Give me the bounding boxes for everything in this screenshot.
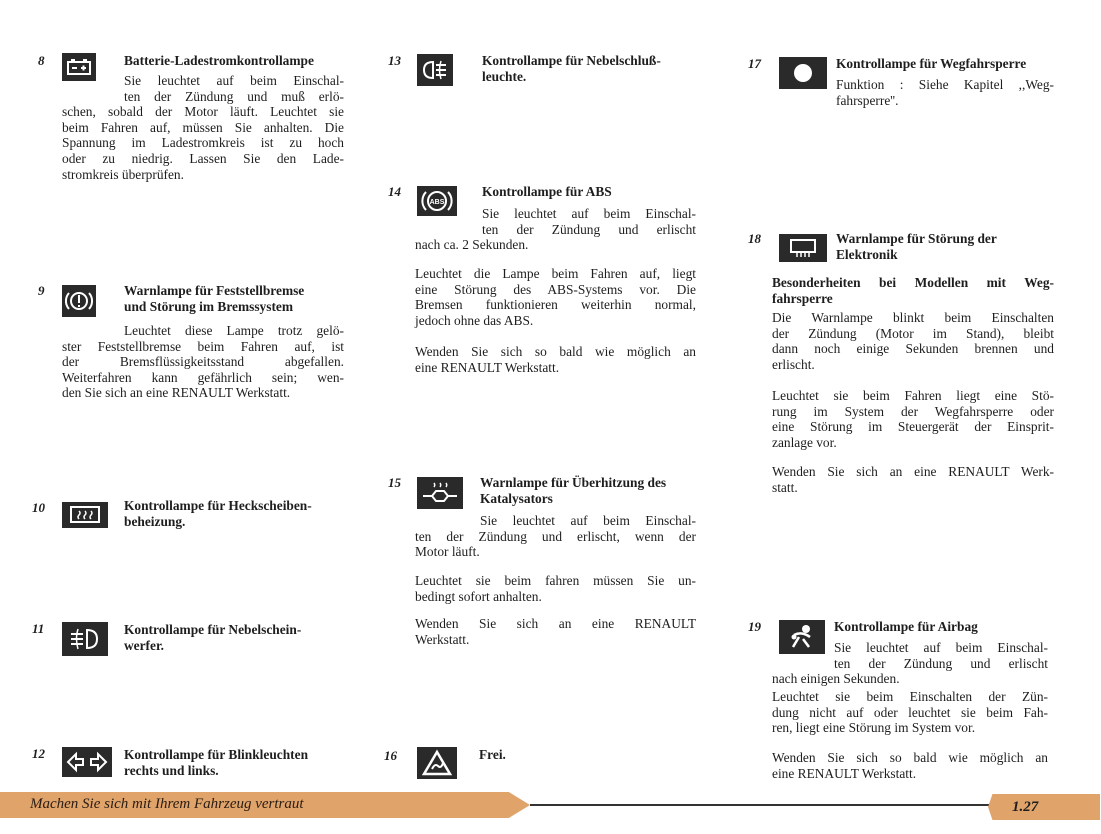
abs-icon: [417, 186, 457, 216]
paragraph-continued: [62, 339, 344, 401]
entry-title: [124, 622, 344, 653]
paragraph: [772, 388, 1054, 450]
paragraph: [772, 750, 1048, 781]
text-line: zanlage vor.: [772, 434, 837, 450]
paragraph: [772, 310, 1054, 372]
entry-title: [479, 747, 679, 763]
entry-number: 12: [32, 746, 45, 761]
entry-title: [124, 747, 344, 778]
entry-title: [836, 56, 1054, 72]
entry-title: [124, 53, 344, 69]
text-line: eine Störung des ABS-Systems vor. Die: [415, 281, 696, 297]
paragraph-continued: [415, 529, 696, 560]
text-line: Katalysators: [480, 490, 553, 506]
paragraph: [415, 344, 696, 375]
immobilizer-icon: [779, 57, 827, 89]
text-line: fahrsperre''.: [836, 92, 899, 108]
footer-title: Machen Sie sich mit Ihrem Fahrzeug vertraut: [30, 796, 304, 812]
text-line: den Sie sich an eine RENAULT Werkstatt.: [62, 385, 291, 401]
text-line: Leuchtet sie beim fahren müssen Sie un-: [415, 573, 696, 588]
text-line: der Bremsflüssigkeitsstand abgefallen.: [62, 354, 344, 370]
electronics-fault-icon: [779, 234, 827, 262]
text-line: Wenden Sie sich an eine RENAULT: [415, 616, 696, 631]
text-line: Wenden Sie sich an eine RENAULT Werk-: [772, 464, 1054, 479]
entry-number: 18: [748, 231, 761, 246]
text-line: Warnlampe für Feststellbremse: [124, 283, 305, 298]
entry-title: [834, 619, 1054, 635]
text-line: Kontrollampe für Airbag: [834, 619, 978, 634]
paragraph-continued: [62, 104, 344, 182]
paragraph: [480, 513, 696, 529]
entry-number: 15: [388, 475, 401, 490]
turn-signal-icon: [62, 747, 112, 777]
battery-icon: [62, 53, 96, 81]
text-line: Kontrollampe für Nebelschluß-: [482, 53, 661, 68]
paragraph: [124, 73, 344, 104]
text-line: ten der Zündung und erlischt: [482, 221, 696, 237]
paragraph-continued: [415, 237, 696, 253]
parking-brake-icon: [62, 285, 96, 317]
entry-title: [480, 475, 696, 506]
entry-number: 10: [32, 500, 45, 515]
text-line: Spannung im Ladestromkreis ist zu hoch: [62, 135, 344, 151]
footer-rule: [530, 804, 990, 806]
text-line: eine Störung im Steuergerät der Einsprit-: [772, 419, 1054, 435]
paragraph: [772, 689, 1048, 736]
text-line: Frei.: [479, 747, 506, 762]
text-line: Werkstatt.: [415, 631, 470, 647]
text-line: Besonderheiten bei Modellen mit Weg-: [772, 275, 1054, 290]
text-line: schen, sobald der Motor läuft. Leuchtet sie: [62, 104, 344, 120]
text-line: Sie leuchtet auf beim Einschal-: [482, 206, 696, 221]
text-line: statt.: [772, 479, 798, 495]
entry-title: [482, 184, 702, 200]
text-line: dung nicht auf oder leuchtet sie beim Fah-: [772, 704, 1048, 720]
subheading: [772, 275, 1054, 306]
paragraph: [415, 266, 696, 328]
entry-number: 11: [32, 621, 45, 636]
catalyst-icon: [417, 477, 463, 509]
entry-title: [124, 283, 344, 314]
text-line: Warnlampe für Überhitzung des: [480, 475, 667, 490]
text-line: Warnlampe für Störung der: [836, 231, 997, 246]
warning-triangle-icon: [417, 747, 457, 779]
text-line: nach ca. 2 Sekunden.: [415, 237, 529, 253]
text-line: werfer.: [124, 637, 165, 653]
paragraph: [772, 464, 1054, 495]
text-line: Kontrollampe für Blinkleuchten: [124, 747, 309, 762]
paragraph: [415, 616, 696, 647]
text-line: ten der Zündung und erlischt, wenn der: [415, 528, 696, 544]
text-line: Bremsen funktionieren weiterhin normal,: [415, 297, 696, 313]
paragraph: [124, 323, 344, 339]
text-line: Kontrollampe für ABS: [482, 184, 612, 199]
text-line: eine RENAULT Werkstatt.: [415, 359, 560, 375]
paragraph: [834, 640, 1048, 671]
text-line: nach einigen Sekunden.: [772, 671, 900, 687]
entry-number: 14: [388, 184, 401, 199]
entry-number: 17: [748, 56, 761, 71]
text-line: ten der Zündung und muß erlö-: [124, 88, 344, 104]
text-line: dann noch einige Sekunden brennen und: [772, 341, 1054, 357]
paragraph: [836, 77, 1054, 108]
text-line: ten der Zündung und erlischt: [834, 655, 1048, 671]
text-line: Leuchtet sie beim Fahren liegt eine Stö-: [772, 388, 1054, 403]
paragraph: [482, 206, 696, 237]
text-line: Elektronik: [836, 246, 898, 262]
entry-number: 16: [384, 748, 397, 763]
text-line: Kontrollampe für Wegfahrsperre: [836, 56, 1027, 71]
page-number-box: [988, 794, 1100, 820]
entry-number: 9: [38, 283, 45, 298]
svg-text:ABS: ABS: [429, 199, 445, 206]
text-line: rung im System der Wegfahrsperre oder: [772, 403, 1054, 419]
text-line: beim Fahren auf, müssen Sie anhalten. Die: [62, 119, 344, 135]
text-line: der Zündung (Motor im Stand), bleibt: [772, 325, 1054, 341]
page-number: 1.27: [1012, 799, 1039, 815]
text-line: Kontrollampe für Heckscheiben-: [124, 498, 312, 513]
text-line: Kontrollampe für Nebelschein-: [124, 622, 302, 637]
rear-defrost-icon: [62, 502, 108, 528]
text-line: Die Warnlampe blinkt beim Einschalten: [772, 310, 1054, 325]
text-line: Sie leuchtet auf beim Einschal-: [480, 513, 696, 528]
airbag-icon: [779, 620, 825, 654]
text-line: fahrsperre: [772, 290, 833, 306]
entry-number: 13: [388, 53, 401, 68]
text-line: Motor läuft.: [415, 544, 480, 560]
text-line: Wenden Sie sich so bald wie möglich an: [415, 344, 696, 359]
text-line: Sie leuchtet auf beim Einschal-: [124, 73, 344, 88]
text-line: Sie leuchtet auf beim Einschal-: [834, 640, 1048, 655]
text-line: beheizung.: [124, 513, 186, 529]
paragraph-continued: [772, 671, 1048, 687]
entry-title: [124, 498, 344, 529]
text-line: Leuchtet sie beim Einschalten der Zün-: [772, 689, 1048, 704]
text-line: rechts und links.: [124, 762, 219, 778]
entry-title: [836, 231, 1054, 262]
text-line: Wenden Sie sich so bald wie möglich an: [772, 750, 1048, 765]
entry-number: 19: [748, 619, 761, 634]
text-line: stromkreis überprüfen.: [62, 166, 184, 182]
rear-fog-icon: [417, 54, 453, 86]
text-line: Funktion : Siehe Kapitel ,,Weg-: [836, 77, 1054, 92]
text-line: eine RENAULT Werkstatt.: [772, 765, 917, 781]
text-line: ster Feststellbremse beim Fahren auf, ist: [62, 338, 344, 354]
entry-title: [482, 53, 702, 84]
text-line: und Störung im Bremssystem: [124, 298, 294, 314]
text-line: leuchte.: [482, 68, 527, 84]
text-line: Batterie-Ladestromkontrollampe: [124, 53, 314, 68]
front-fog-icon: [62, 622, 108, 656]
paragraph: [415, 573, 696, 604]
text-line: bedingt sofort anhalten.: [415, 588, 542, 604]
text-line: ren, liegt eine Störung im System vor.: [772, 720, 976, 736]
text-line: Leuchtet diese Lampe trotz gelö-: [124, 323, 344, 338]
text-line: erlischt.: [772, 356, 815, 372]
text-line: oder zu niedrig. Lassen Sie den Lade-: [62, 150, 344, 166]
text-line: jedoch ohne das ABS.: [415, 312, 534, 328]
text-line: Weiterfahren kann gefährlich sein; wen-: [62, 369, 344, 385]
entry-number: 8: [38, 53, 45, 68]
text-line: Leuchtet die Lampe beim Fahren auf, liegt: [415, 266, 696, 281]
